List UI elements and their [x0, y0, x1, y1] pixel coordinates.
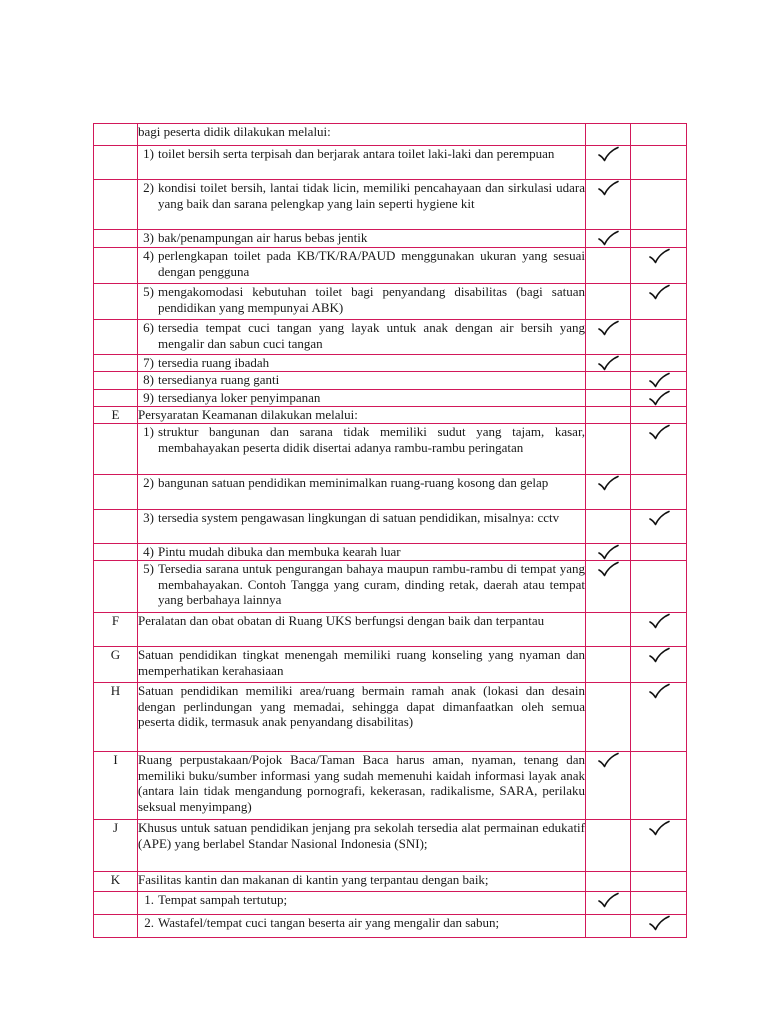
row-code	[94, 915, 138, 938]
row-code	[94, 230, 138, 248]
checklist-body	[94, 124, 687, 938]
check-mark-icon	[647, 372, 671, 388]
check-mark-icon	[647, 915, 671, 931]
row-code: H	[94, 683, 138, 752]
item-text: mengakomodasi kebutuhan toilet bagi penyandang disabilitas (bagi satuan pendidikan yang mempunyai ABK)	[158, 284, 585, 315]
checklist-row	[94, 613, 687, 647]
item-number: 5)	[143, 561, 154, 576]
checklist-row	[94, 872, 687, 892]
checklist-table	[93, 123, 687, 938]
check-cell-tidak	[631, 683, 687, 752]
item-text: struktur bangunan dan sarana tidak memiliki sudut yang tajam, kasar, membahayakan peserta didik disertai adanya rambu-rambu peringatan	[158, 424, 585, 455]
item-number: 7)	[143, 355, 154, 370]
check-cell-ya	[586, 424, 631, 475]
check-cell-tidak	[631, 146, 687, 180]
check-cell-ya	[586, 230, 631, 248]
checklist-row	[94, 407, 687, 424]
sub-item-description	[138, 915, 586, 938]
item-description: bagi peserta didik dilakukan melalui:	[138, 124, 586, 146]
check-mark-icon	[647, 613, 671, 629]
checklist-row	[94, 820, 687, 872]
check-cell-tidak	[631, 752, 687, 820]
check-mark-icon	[647, 284, 671, 300]
sub-item-description	[138, 892, 586, 915]
checklist-row	[94, 647, 687, 683]
check-cell-ya	[586, 820, 631, 872]
checklist-row	[94, 683, 687, 752]
item-text: bak/penampungan air harus bebas jentik	[158, 230, 368, 245]
checklist-row	[94, 475, 687, 510]
item-description: Satuan pendidikan memiliki area/ruang bermain ramah anak (lokasi dan desain dengan perlindungan yang memadai, sehingga dapat dimanfaatkan oleh semua peserta didik, termasuk anak penyandang disabilitas)	[138, 683, 586, 752]
check-cell-tidak	[631, 355, 687, 372]
item-number: 2)	[143, 180, 154, 195]
row-code	[94, 180, 138, 230]
item-number: 9)	[143, 390, 154, 405]
sub-item-description	[138, 230, 586, 248]
checklist-row	[94, 544, 687, 561]
checklist-row	[94, 510, 687, 544]
check-cell-tidak	[631, 510, 687, 544]
check-cell-tidak	[631, 230, 687, 248]
sub-item-description	[138, 355, 586, 372]
check-cell-ya	[586, 561, 631, 613]
item-number: 4)	[143, 544, 154, 559]
check-cell-ya	[586, 355, 631, 372]
check-mark-icon	[596, 355, 620, 371]
check-cell-tidak	[631, 892, 687, 915]
check-mark-icon	[596, 475, 620, 491]
check-mark-icon	[596, 230, 620, 246]
sub-item-description	[138, 372, 586, 390]
check-cell-tidak	[631, 544, 687, 561]
item-number: 1.	[144, 892, 154, 907]
checklist-row	[94, 915, 687, 938]
check-cell-tidak	[631, 180, 687, 230]
checklist-row	[94, 372, 687, 390]
checklist-row	[94, 561, 687, 613]
check-cell-tidak	[631, 284, 687, 320]
check-cell-tidak	[631, 561, 687, 613]
check-cell-ya	[586, 683, 631, 752]
checklist-row	[94, 355, 687, 372]
item-text: Tersedia sarana untuk pengurangan bahaya maupun rambu-rambu di tempat yang membahayakan. Contoh Tangga yang curam, dinding retak, daerah atau tempat yang berbahaya lainnya	[158, 561, 585, 607]
check-mark-icon	[647, 647, 671, 663]
check-cell-ya	[586, 180, 631, 230]
item-number: 3)	[143, 230, 154, 245]
item-number: 4)	[143, 248, 154, 263]
row-code: I	[94, 752, 138, 820]
row-code	[94, 320, 138, 355]
checklist-row	[94, 284, 687, 320]
check-cell-ya	[586, 752, 631, 820]
item-number: 5)	[143, 284, 154, 299]
check-cell-tidak	[631, 320, 687, 355]
row-code	[94, 475, 138, 510]
row-code	[94, 892, 138, 915]
check-cell-ya	[586, 372, 631, 390]
check-mark-icon	[647, 390, 671, 406]
check-cell-tidak	[631, 124, 687, 146]
check-cell-tidak	[631, 613, 687, 647]
check-cell-ya	[586, 647, 631, 683]
sub-item-description	[138, 424, 586, 475]
item-number: 2)	[143, 475, 154, 490]
checklist-row	[94, 752, 687, 820]
sub-item-description	[138, 146, 586, 180]
item-number: 1)	[143, 424, 154, 439]
check-cell-tidak	[631, 820, 687, 872]
check-cell-ya	[586, 613, 631, 647]
item-text: tersedia tempat cuci tangan yang layak untuk anak dengan air bersih yang mengalir dan sabun cuci tangan	[158, 320, 585, 351]
check-cell-ya	[586, 407, 631, 424]
row-code	[94, 146, 138, 180]
item-text: perlengkapan toilet pada KB/TK/RA/PAUD menggunakan ukuran yang sesuai dengan pengguna	[158, 248, 585, 279]
check-mark-icon	[596, 892, 620, 908]
check-cell-tidak	[631, 647, 687, 683]
row-code	[94, 424, 138, 475]
item-description: Ruang perpustakaan/Pojok Baca/Taman Baca harus aman, nyaman, tenang dan memiliki buku/sumber informasi yang sudah memenuhi kaidah informasi layak anak (antara lain tidak mengandung pornografi, kekerasan, radikalisme, SARA, perilaku seksual menyimpang)	[138, 752, 586, 820]
item-number: 6)	[143, 320, 154, 335]
check-cell-ya	[586, 320, 631, 355]
item-description: Khusus untuk satuan pendidikan jenjang pra sekolah tersedia alat permainan edukatif (APE) yang berlabel Standar Nasional Indonesia (SNI);	[138, 820, 586, 872]
item-text: Pintu mudah dibuka dan membuka kearah luar	[158, 544, 401, 559]
row-code	[94, 355, 138, 372]
item-text: toilet bersih serta terpisah dan berjarak antara toilet laki-laki dan perempuan	[158, 146, 555, 161]
check-cell-ya	[586, 146, 631, 180]
check-cell-tidak	[631, 424, 687, 475]
item-text: tersedia ruang ibadah	[158, 355, 270, 370]
check-cell-ya	[586, 510, 631, 544]
item-text: Wastafel/tempat cuci tangan beserta air yang mengalir dan sabun;	[158, 915, 500, 930]
check-cell-tidak	[631, 915, 687, 938]
sub-item-description	[138, 475, 586, 510]
row-code	[94, 510, 138, 544]
sub-item-description	[138, 390, 586, 407]
check-mark-icon	[647, 820, 671, 836]
check-mark-icon	[596, 752, 620, 768]
check-mark-icon	[596, 180, 620, 196]
check-mark-icon	[596, 146, 620, 162]
check-mark-icon	[596, 561, 620, 577]
check-mark-icon	[647, 248, 671, 264]
row-code	[94, 561, 138, 613]
checklist-row	[94, 320, 687, 355]
item-description: Satuan pendidikan tingkat menengah memiliki ruang konseling yang nyaman dan memperhatikan kerahasiaan	[138, 647, 586, 683]
check-mark-icon	[647, 510, 671, 526]
check-cell-ya	[586, 284, 631, 320]
check-cell-ya	[586, 872, 631, 892]
sub-item-description	[138, 180, 586, 230]
row-code	[94, 124, 138, 146]
sub-item-description	[138, 284, 586, 320]
row-code: E	[94, 407, 138, 424]
item-number: 3)	[143, 510, 154, 525]
check-cell-ya	[586, 248, 631, 284]
item-text: bangunan satuan pendidikan meminimalkan ruang-ruang kosong dan gelap	[158, 475, 549, 490]
check-cell-ya	[586, 915, 631, 938]
item-description: Peralatan dan obat obatan di Ruang UKS berfungsi dengan baik dan terpantau	[138, 613, 586, 647]
item-number: 2.	[144, 915, 154, 930]
checklist-row	[94, 390, 687, 407]
check-cell-tidak	[631, 248, 687, 284]
sub-item-description	[138, 248, 586, 284]
item-description: Persyaratan Keamanan dilakukan melalui:	[138, 407, 586, 424]
item-number: 8)	[143, 372, 154, 387]
row-code	[94, 544, 138, 561]
row-code	[94, 284, 138, 320]
item-text: kondisi toilet bersih, lantai tidak licin, memiliki pencahayaan dan sirkulasi udara yang baik dan sarana pelengkap yang lain seperti hygiene kit	[158, 180, 585, 211]
item-number: 1)	[143, 146, 154, 161]
sub-item-description	[138, 510, 586, 544]
checklist-row	[94, 146, 687, 180]
check-cell-ya	[586, 475, 631, 510]
row-code: K	[94, 872, 138, 892]
check-mark-icon	[596, 544, 620, 560]
check-cell-ya	[586, 892, 631, 915]
row-code	[94, 372, 138, 390]
item-text: Tempat sampah tertutup;	[158, 892, 288, 907]
check-mark-icon	[647, 424, 671, 440]
checklist-row	[94, 124, 687, 146]
item-text: tersedianya ruang ganti	[158, 372, 280, 387]
item-text: tersedianya loker penyimpanan	[158, 390, 321, 405]
checklist-row	[94, 180, 687, 230]
sub-item-description	[138, 320, 586, 355]
row-code: G	[94, 647, 138, 683]
check-cell-tidak	[631, 407, 687, 424]
check-cell-ya	[586, 124, 631, 146]
checklist-row	[94, 248, 687, 284]
check-cell-tidak	[631, 390, 687, 407]
checklist-row	[94, 892, 687, 915]
sub-item-description	[138, 561, 586, 613]
row-code: F	[94, 613, 138, 647]
check-mark-icon	[596, 320, 620, 336]
row-code: J	[94, 820, 138, 872]
item-text: tersedia system pengawasan lingkungan di satuan pendidikan, misalnya: cctv	[158, 510, 560, 525]
check-cell-ya	[586, 544, 631, 561]
check-cell-tidak	[631, 372, 687, 390]
check-cell-ya	[586, 390, 631, 407]
check-mark-icon	[647, 683, 671, 699]
check-cell-tidak	[631, 475, 687, 510]
sub-item-description	[138, 544, 586, 561]
checklist-row	[94, 424, 687, 475]
item-description: Fasilitas kantin dan makanan di kantin yang terpantau dengan baik;	[138, 872, 586, 892]
row-code	[94, 390, 138, 407]
row-code	[94, 248, 138, 284]
check-cell-tidak	[631, 872, 687, 892]
checklist-row	[94, 230, 687, 248]
